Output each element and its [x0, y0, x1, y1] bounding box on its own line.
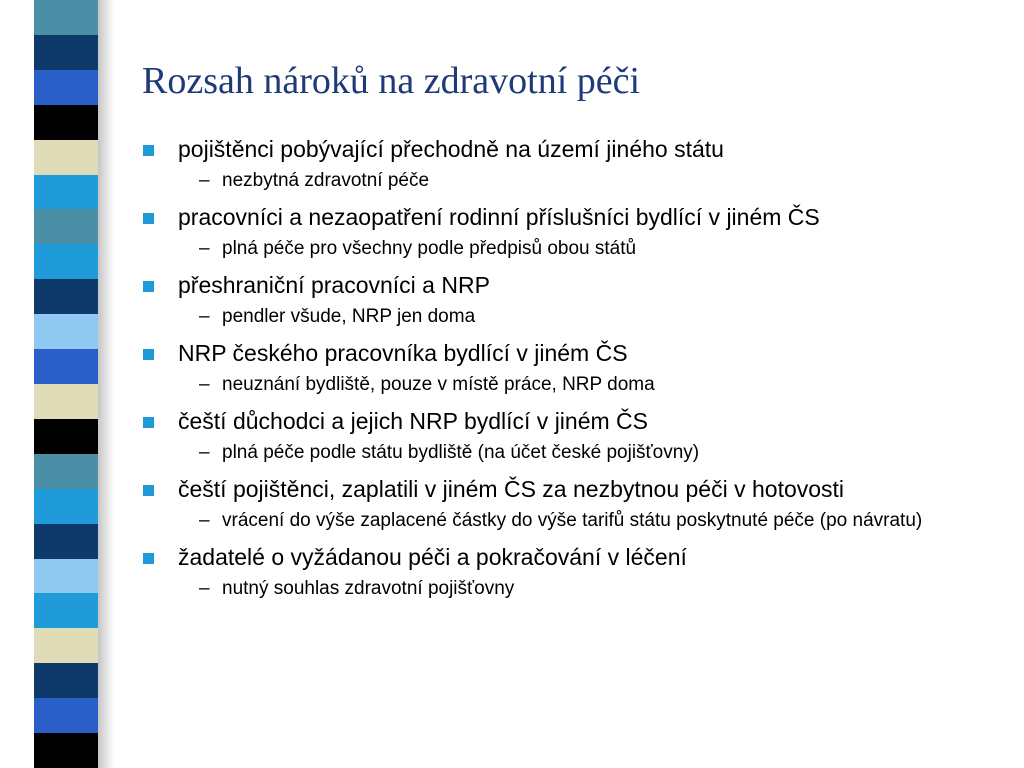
- sidebar-stripe: [34, 35, 98, 71]
- bullet-item: [140, 341, 990, 396]
- sidebar-stripe: [34, 524, 98, 560]
- bullet-text: čeští důchodci a jejich NRP bydlící v jiném ČS: [178, 408, 648, 434]
- bullet-item: [140, 477, 990, 532]
- sub-item-text: plná péče pro všechny podle předpisů obou států: [222, 238, 637, 259]
- bullet-text: čeští pojištěnci, zaplatili v jiném ČS za nezbytnou péči v hotovosti: [178, 476, 845, 502]
- sidebar-stripe: [34, 244, 98, 280]
- sub-item: [178, 578, 990, 600]
- sub-list: [178, 306, 990, 328]
- dash-bullet: –: [199, 306, 210, 327]
- sub-list: [178, 442, 990, 464]
- bullet-list: [140, 137, 990, 600]
- square-bullet-icon: [143, 553, 154, 564]
- dash-bullet: –: [199, 238, 210, 259]
- dash-bullet: –: [199, 510, 210, 531]
- sub-item: [178, 442, 990, 464]
- bullet-text: NRP českého pracovníka bydlící v jiném ČS: [178, 340, 628, 366]
- bullet-text: pojištěnci pobývající přechodně na území jiného státu: [178, 136, 724, 162]
- dash-bullet: –: [199, 578, 210, 599]
- sidebar-stripe: [34, 349, 98, 385]
- sidebar-stripe: [34, 419, 98, 455]
- dash-bullet: –: [199, 442, 210, 463]
- square-bullet-icon: [143, 281, 154, 292]
- sidebar-stripe: [34, 140, 98, 176]
- square-bullet-icon: [143, 485, 154, 496]
- sub-item: [178, 510, 990, 532]
- sub-list: [178, 578, 990, 600]
- sidebar-stripe: [34, 698, 98, 734]
- sidebar-stripe: [34, 384, 98, 420]
- bullet-item: [140, 137, 990, 192]
- sub-item-text: pendler všude, NRP jen doma: [222, 306, 476, 327]
- bullet-text: pracovníci a nezaopatření rodinní příslušníci bydlící v jiném ČS: [178, 204, 820, 230]
- square-bullet-icon: [143, 213, 154, 224]
- sub-item: [178, 238, 990, 260]
- sub-item: [178, 374, 990, 396]
- sub-item-text: vrácení do výše zaplacené částky do výše tarifů státu poskytnuté péče (po návratu): [222, 510, 923, 531]
- sidebar-stripe: [34, 489, 98, 525]
- sidebar-stripe: [34, 0, 98, 36]
- sub-item: [178, 170, 990, 192]
- decorative-sidebar: [34, 0, 98, 768]
- bullet-text: přeshraniční pracovníci a NRP: [178, 272, 490, 298]
- sidebar-stripe: [34, 663, 98, 699]
- sub-list: [178, 510, 990, 532]
- sidebar-stripe: [34, 628, 98, 664]
- sidebar-stripe: [34, 733, 98, 768]
- dash-bullet: –: [199, 170, 210, 191]
- sub-item: [178, 306, 990, 328]
- square-bullet-icon: [143, 349, 154, 360]
- bullet-item: [140, 273, 990, 328]
- slide-title: Rozsah nároků na zdravotní péči: [142, 60, 641, 102]
- sub-list: [178, 170, 990, 192]
- sidebar-stripe: [34, 279, 98, 315]
- sidebar-stripe: [34, 70, 98, 106]
- sub-item-text: nutný souhlas zdravotní pojišťovny: [222, 578, 515, 599]
- square-bullet-icon: [143, 417, 154, 428]
- sub-item-text: nezbytná zdravotní péče: [222, 170, 430, 191]
- sub-item-text: neuznání bydliště, pouze v místě práce, NRP doma: [222, 374, 655, 395]
- sidebar-stripe: [34, 175, 98, 211]
- sidebar-stripe: [34, 105, 98, 141]
- sidebar-stripe: [34, 559, 98, 595]
- sidebar-stripe: [34, 209, 98, 245]
- sub-list: [178, 238, 990, 260]
- square-bullet-icon: [143, 145, 154, 156]
- sidebar-stripe: [34, 593, 98, 629]
- bullet-item: [140, 409, 990, 464]
- bullet-item: [140, 205, 990, 260]
- dash-bullet: –: [199, 374, 210, 395]
- sub-item-text: plná péče podle státu bydliště (na účet české pojišťovny): [222, 442, 700, 463]
- bullet-item: [140, 545, 990, 600]
- sidebar-stripe: [34, 454, 98, 490]
- sidebar-stripe: [34, 314, 98, 350]
- sub-list: [178, 374, 990, 396]
- sidebar-shadow: [98, 0, 114, 768]
- bullet-text: žadatelé o vyžádanou péči a pokračování v léčení: [178, 544, 687, 570]
